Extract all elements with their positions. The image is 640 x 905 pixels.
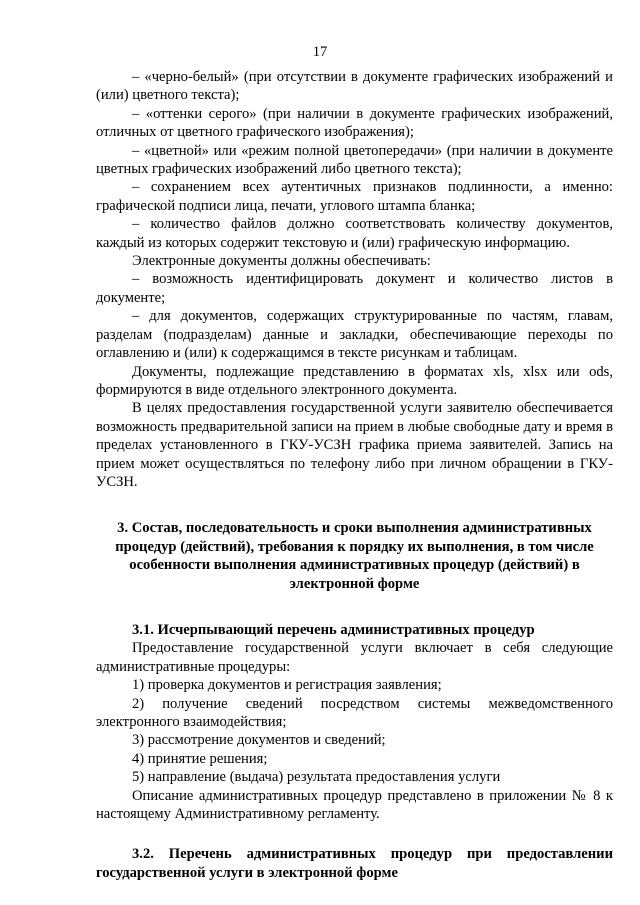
- paragraph-edocs-requirements: Электронные документы должны обеспечивать:: [132, 253, 431, 270]
- paragraph-mode-gray: – «оттенки серого» (при наличии в документе графических изображений, отличных от цветного графического изображения);: [96, 105, 613, 141]
- spacer: [96, 491, 613, 519]
- page-number: 17: [312, 44, 328, 60]
- subsection-3-1-heading: 3.1. Исчерпывающий перечень административных процедур: [132, 621, 535, 638]
- subsection-3-1-intro: Предоставление государственной услуги включает в себя следующие административные процедуры:: [96, 640, 613, 675]
- paragraph-identify-document: – возможность идентифицировать документ и количество листов в документе;: [96, 271, 613, 306]
- section-3-heading: 3. Состав, последовательность и сроки выполнения административных процедур (действий), требования к порядку их выполнения, в том числе особенности выполнения административных процедур (действий) в электронной форме: [115, 520, 594, 592]
- paragraph-mode-color: – «цветной» или «режим полной цветопередачи» (при наличии в документе цветных графических изображений либо цветного текста);: [96, 142, 613, 178]
- procedure-item: 2) получение сведений посредством системы межведомственного электронного взаимодействия;: [96, 695, 613, 730]
- procedure-item: 3) рассмотрение документов и сведений;: [132, 732, 386, 749]
- page-body: [96, 68, 613, 882]
- paragraph-authenticity: – сохранением всех аутентичных признаков подлинности, а именно: графической подписи лица, печати, углового штампа бланка;: [96, 179, 613, 214]
- paragraph-spreadsheet-formats: Документы, подлежащие представлению в форматах xls, xlsx или ods, формируются в виде отдельного электронного документа.: [96, 363, 613, 398]
- spacer: [96, 823, 613, 845]
- paragraph-appointment: В целях предоставления государственной услуги заявителю обеспечивается возможность предварительной записи на прием в любые свободные дату и время в пределах установленного в ГКУ-УСЗН графика приема заявителей. Запись на прием может осуществляться по телефону либо при личном обращении в ГКУ-УСЗН.: [96, 400, 613, 490]
- paragraph-mode-bw: – «черно-белый» (при отсутствии в документе графических изображений и (или) цветного текста);: [96, 69, 613, 104]
- procedure-item: 4) принятие решения;: [132, 750, 268, 767]
- subsection-3-1-note: Описание административных процедур представлено в приложении № 8 к настоящему Административному регламенту.: [96, 787, 613, 823]
- subsection-3-2-heading: 3.2. Перечень административных процедур при предоставлении государственной услуги в электронной форме: [96, 846, 613, 881]
- spacer: [96, 593, 613, 621]
- procedure-item: 1) проверка документов и регистрация заявления;: [132, 677, 442, 694]
- procedure-item: 5) направление (выдача) результата предоставления услуги: [132, 769, 501, 786]
- paragraph-file-count: – количество файлов должно соответствовать количеству документов, каждый из которых содержит текстовую и (или) графическую информацию.: [96, 216, 613, 251]
- paragraph-structured-docs: – для документов, содержащих структурированные по частям, главам, разделам (подразделам) данные и закладки, обеспечивающие переходы по оглавлению и (или) к содержащимся в тексте рисункам и таблицам.: [96, 308, 613, 362]
